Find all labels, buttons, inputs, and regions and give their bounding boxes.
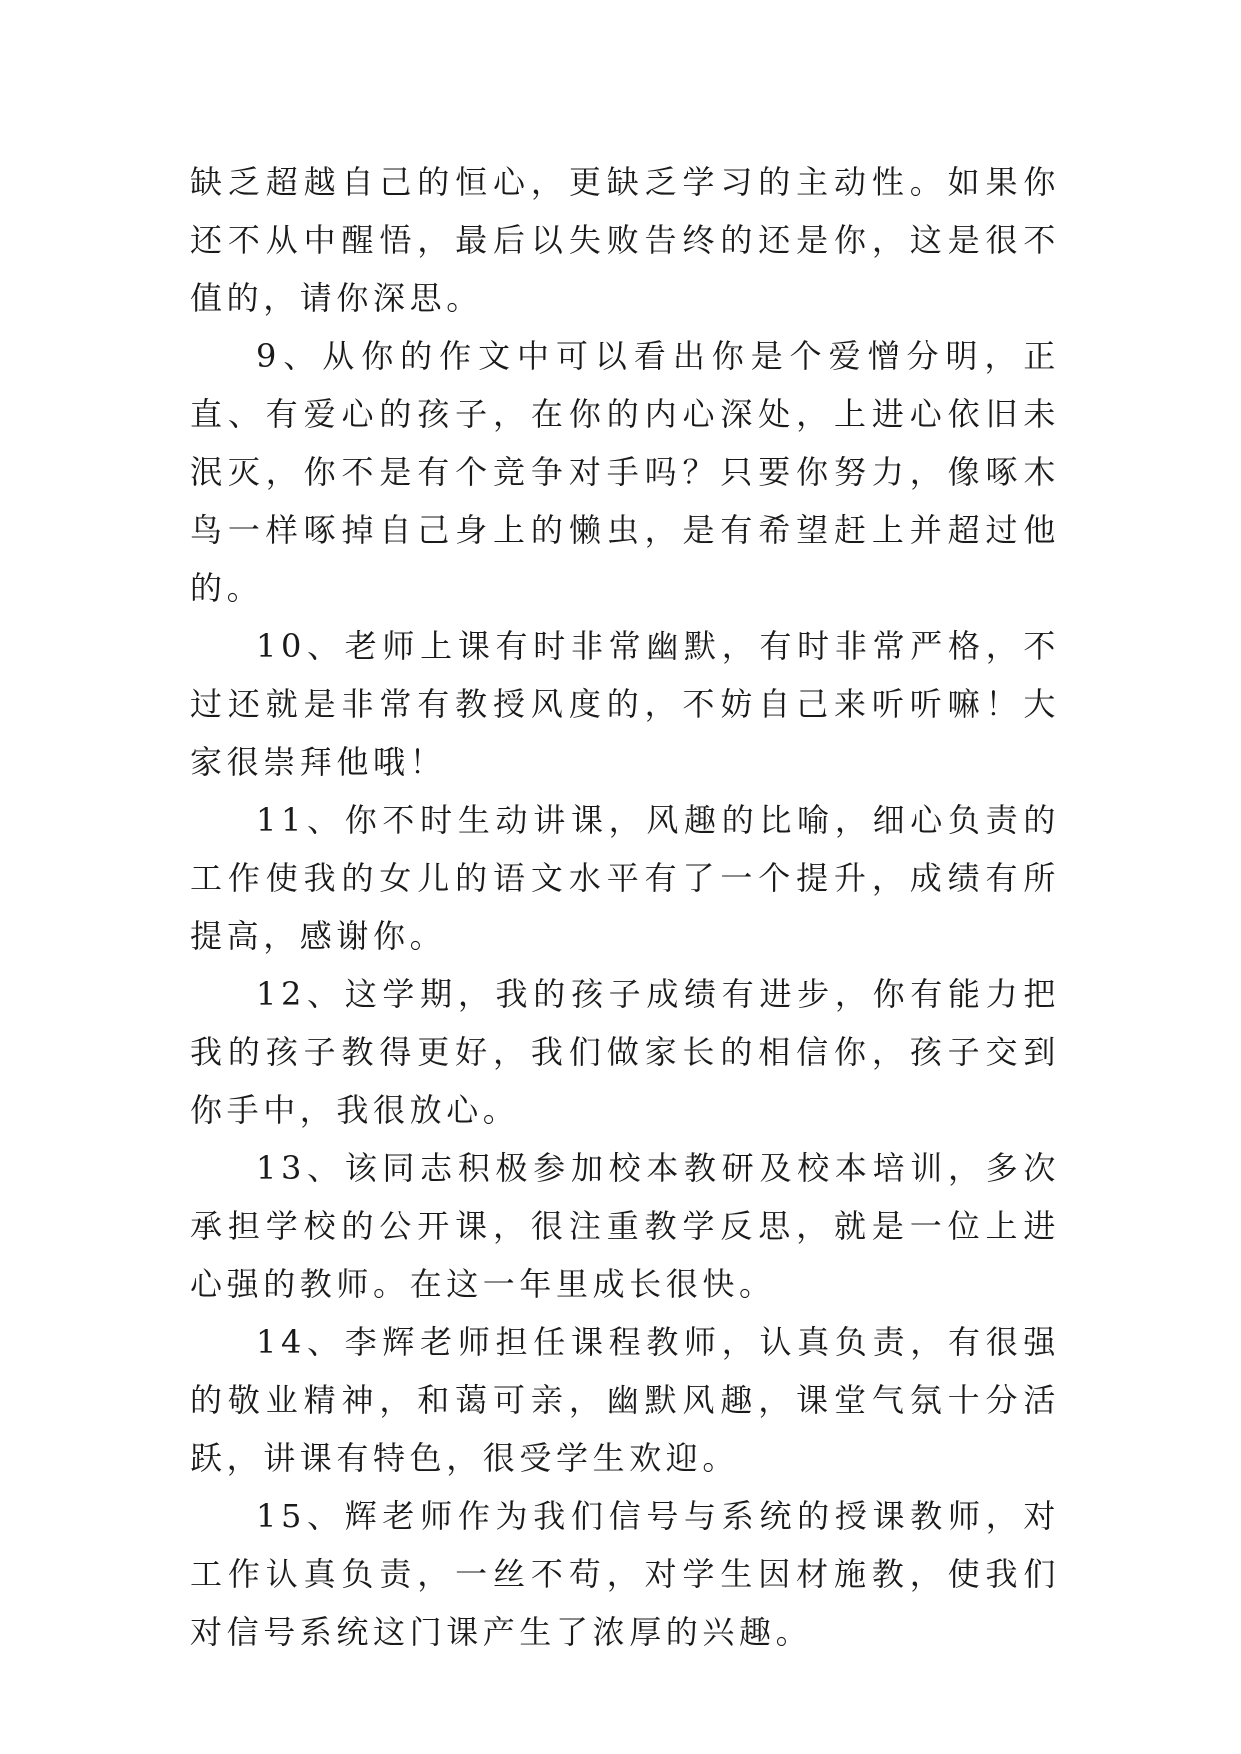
document-body <box>190 153 1060 1661</box>
paragraph-continuation: 缺乏超越自己的恒心，更缺乏学习的主动性。如果你还不从中醒悟，最后以失败告终的还是你，这是很不值的，请你深思。 <box>190 163 1060 317</box>
paragraph-item-13: 13、该同志积极参加校本教研及校本培训，多次承担学校的公开课，很注重教学反思，就是一位上进心强的教师。在这一年里成长很快。 <box>190 1149 1060 1303</box>
paragraph-item-11: 11、你不时生动讲课，风趣的比喻，细心负责的工作使我的女儿的语文水平有了一个提升，成绩有所提高，感谢你。 <box>190 801 1060 955</box>
paragraph-item-15: 15、辉老师作为我们信号与系统的授课教师，对工作认真负责，一丝不苟，对学生因材施教，使我们对信号系统这门课产生了浓厚的兴趣。 <box>190 1497 1060 1651</box>
paragraph-item-14: 14、李辉老师担任课程教师，认真负责，有很强的敬业精神，和蔼可亲，幽默风趣，课堂气氛十分活跃，讲课有特色，很受学生欢迎。 <box>190 1323 1060 1477</box>
paragraph-item-10: 10、老师上课有时非常幽默，有时非常严格，不过还就是非常有教授风度的，不妨自己来听听嘛！大家很崇拜他哦！ <box>190 627 1060 781</box>
paragraph-item-12: 12、这学期，我的孩子成绩有进步，你有能力把我的孩子教得更好，我们做家长的相信你，孩子交到你手中，我很放心。 <box>190 975 1060 1129</box>
paragraph-item-9: 9、从你的作文中可以看出你是个爱憎分明，正直、有爱心的孩子，在你的内心深处，上进心依旧未泯灭，你不是有个竞争对手吗？只要你努力，像啄木鸟一样啄掉自己身上的懒虫，是有希望赶上并超过他的。 <box>190 337 1060 607</box>
